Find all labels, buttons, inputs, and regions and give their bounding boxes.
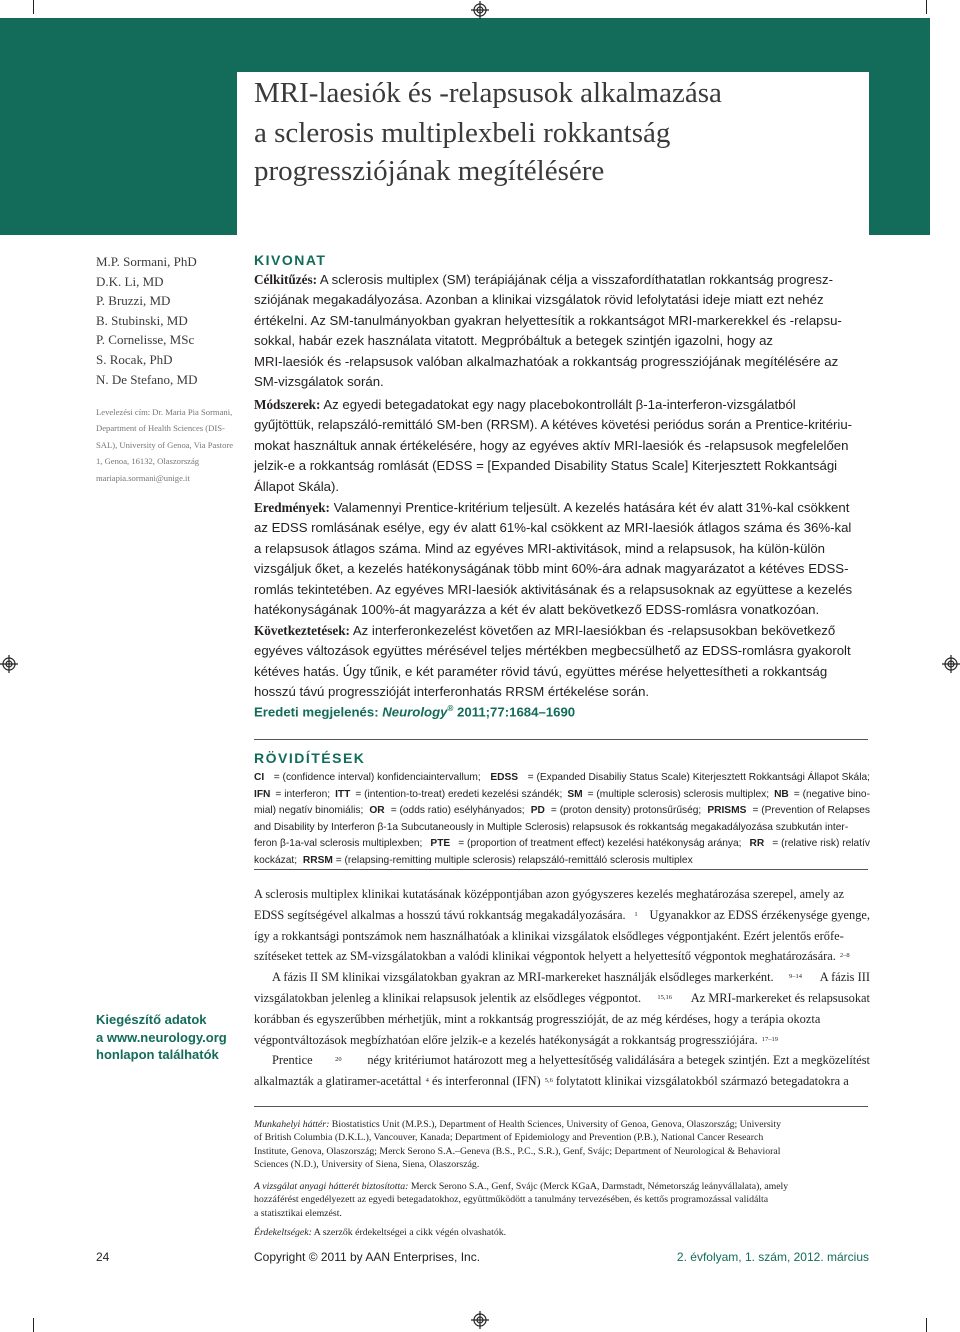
correspondence-email: mariapia.sormani@unige.it [96, 472, 190, 483]
supplement-line: Kiegészítő adatok [96, 1012, 207, 1027]
abbreviation-term: PD [530, 805, 545, 817]
text-line: MRI-laesiók és -relapsusok valóban alkalmazhatóak a rokkantság progressziójának megítélésére az [254, 353, 839, 369]
correspondence-line: SAL), University of Genoa, Via Pastore [96, 439, 234, 450]
text-segment: négy kritériumot határozott meg a helyettesítőség validálására a betegek szintjén. Ezt a megközelítést [364, 1053, 870, 1068]
text-segment: kockázat; [254, 854, 300, 866]
registration-mark-icon [471, 1, 489, 19]
article-title-line-1: MRI-laesiók és -relapsusok alkalmazása [254, 77, 722, 109]
crop-mark [926, 1318, 927, 1332]
text-line: hosszú távú progresszióját interferonhatás RRSM értékelése során. [254, 684, 650, 700]
text-segment: = (relative risk) relatív [769, 838, 870, 850]
divider [254, 1106, 868, 1107]
text-segment: EDSS segítségével alkalmas a hosszú távú rokkantság megakadályozására. [254, 907, 626, 922]
abbreviations-heading: RÖVIDÍTÉSEK [254, 750, 366, 766]
text-line: Valamennyi Prentice-kritérium teljesült. A kezelés hatására két év alatt 31%-kal csökkent [329, 500, 850, 515]
text-line [254, 884, 870, 905]
crop-mark [33, 1318, 34, 1332]
text-line [254, 988, 870, 1009]
text-line: jelzik-e a rokkantság romlását (EDSS = [Expanded Disability Status Scale] Kiterjesztett Rokkantsági [254, 458, 838, 474]
affiliations-footnote [254, 1118, 870, 1172]
citation-superscript: 1 [634, 910, 638, 918]
text-line: Biostatistics Unit (M.P.S.), Department of Health Sciences, University of Genoa, Genova, Olaszország; University [329, 1119, 782, 1130]
text-line: gyűjtöttük, relapszáló-remittáló SM-ben (RRSM). A kétéves követési periódus során a Prentice-kritériu- [254, 417, 853, 433]
objectives-label: Célkitűzés: [254, 272, 317, 287]
text-line: mokat használtuk annak értékelésére, hogy az egyéves aktív MRI-laesiók és -relapsusok megfelelően [254, 437, 849, 453]
author: S. Rocak, PhD [96, 351, 173, 367]
text-line: a statisztikai elemzést. [254, 1207, 342, 1219]
abbreviations-list [254, 770, 870, 870]
text-line: sziójának megakadályozása. Azonban a klinikai vizsgálatok rövid lefolytatási ideje miatt ezt nehéz [254, 292, 824, 308]
abstract-objectives [254, 270, 870, 392]
correspondence-line: 1, Genoa, 16132, Olaszország [96, 456, 200, 467]
text-line: romlás tekintetében. Az egyéves MRI-laesiók aktivitásának és a relapsusoknak az együttese a kezelés [254, 581, 853, 597]
body-text [254, 884, 870, 1092]
abstract-conclusions [254, 621, 870, 703]
text-line: hozzáférést engedélyezett az egyedi betegadatokhoz, együttműködött a tanulmány tervezésében, és kettős programozással validálta [254, 1194, 769, 1206]
text-segment: Az MRI-markereket és relapsusokat [688, 990, 870, 1005]
abbreviation-term: OR [369, 805, 385, 817]
text-segment: = (relapsing-remitting multiple sclerosis) relapszáló-remittáló sclerosis multiplex [332, 854, 693, 866]
text-segment: feron β-1a-val sclerosis multiplexben; [254, 838, 426, 850]
page-number: 24 [96, 1250, 110, 1264]
text-segment: = (confidence interval) konfidenciaintervallum; [270, 772, 484, 783]
citation-superscript: 17–19 [761, 1035, 778, 1043]
text-line [254, 836, 870, 853]
text-line: of British Columbia (D.K.L.), Vancouver, Kanada; Department of Epidemiology and Prevention (P.B.), National Cancer Research [254, 1132, 764, 1144]
text-segment: A fázis III [817, 970, 870, 985]
crop-mark [926, 0, 927, 14]
text-line: Institute, Genova, Olaszország; Merck Serono S.A.–Geneva (B.S., P.C., S.R.), Genf, Svájc; Department of Neurological & Behavioral [254, 1145, 781, 1157]
article-title-line-2: a sclerosis multiplexbeli rokkantság [254, 117, 671, 149]
text-line [254, 1050, 870, 1071]
abbreviation-term: RR [749, 838, 765, 850]
conclusions-label: Következtetések: [254, 623, 350, 638]
citation-ref: 2011;77:1684–1690 [453, 704, 576, 720]
text-line: Sciences (N.D.), University of Siena, Siena, Olaszország. [254, 1159, 480, 1171]
original-publication [254, 704, 575, 719]
text-segment: szítéseket tettek az SM-vizsgálatokban a valódi klinikai végpontok helyett a helyettesítő végpontok meghatározására. [254, 949, 836, 964]
author: N. De Stefano, MD [96, 371, 198, 387]
text-line [254, 803, 870, 820]
text-line [254, 853, 870, 870]
abbreviation-term: IFN [254, 788, 271, 800]
text-line [254, 1071, 870, 1092]
text-segment: = interferon; [272, 788, 333, 800]
text-line: sokkal, habár ezek használata vitatott. Megpróbáltuk a betegek szintjén igazolni, hogy az [254, 333, 774, 349]
author: D.K. Li, MD [96, 273, 164, 289]
text-line [254, 1009, 870, 1030]
registration-mark-icon [0, 655, 18, 673]
text-segment: Ugyanakkor az EDSS érzékenysége gyenge, [646, 907, 870, 922]
text-segment: = (intention-to-treat) eredeti kezelési szándék; [352, 788, 566, 800]
supplementary-note [96, 1011, 227, 1064]
text-segment: = (Prevention of Relapses [749, 805, 870, 817]
text-line [254, 926, 870, 947]
text-line: Merck Serono S.A., Genf, Svájc (Merck KGaA, Darmstadt, Németország leányvállalata), amely [408, 1181, 789, 1192]
divider [254, 739, 868, 740]
registration-mark-icon [942, 655, 960, 673]
original-label: Eredeti megjelenés: [254, 704, 383, 720]
text-line: Állapot Skála). [254, 478, 340, 494]
copyright: Copyright © 2011 by AAN Enterprises, Inc. [254, 1250, 481, 1264]
correspondence-address [96, 404, 238, 486]
divider [254, 869, 868, 870]
citation-superscript: 9–14 [789, 973, 802, 981]
text-line: kétéves hatás. Úgy tűnik, e két paraméter rövid távú, együttes mérése helyettesítheti a rokkantság [254, 663, 828, 679]
abbreviation-term: CI [254, 772, 265, 783]
text-segment: korábban és egyszerűbben mérhetjük, mint a rokkantság progresszióját, de az még kérdéses, hogy a terápia okozta [254, 1011, 821, 1026]
abbreviation-term: EDSS [490, 772, 519, 783]
footnote-label: Érdekeltségek: [254, 1227, 312, 1238]
abbreviation-term: PTE [430, 838, 451, 850]
abbreviation-term: PRISMS [707, 805, 747, 817]
text-segment: vizsgálatokban jelenleg a klinikai relapsusok jelentik az elsődleges végpontot. [254, 990, 642, 1005]
text-line: Az interferonkezelést követően az MRI-laesiókban és -relapsusokban bekövetkező [349, 623, 836, 638]
author: P. Cornelisse, MSc [96, 332, 195, 348]
text-line: az EDSS romlásának esélye, egy év alatt 61%-kal csökkent az MRI-laesiók átlagos száma és 36%-kal [254, 520, 852, 536]
text-segment: = (proportion of treatment effect) kezelési hatékonyság aránya; [455, 838, 745, 850]
author-list [96, 252, 197, 389]
citation-superscript: 20 [335, 1056, 342, 1064]
citation-superscript: 15,16 [657, 993, 673, 1001]
text-segment: végpontváltozások megbízhatóan előre jelzik-e a kezelés hatékonyságát a rokkantság progressziójára. [254, 1032, 758, 1047]
abbreviation-term: SM [567, 788, 583, 800]
text-segment: A fázis II SM klinikai vizsgálatokban gyakran az MRI-markereket használják elsődleges markerként. [272, 970, 774, 985]
text-line [254, 946, 870, 967]
text-line: A szerzők érdekeltségei a cikk végén olvashatók. [311, 1227, 507, 1238]
registered-mark: ® [447, 704, 454, 713]
correspondence-line: Department of Health Sciences (DIS- [96, 423, 225, 434]
text-segment: = (multiple sclerosis) sclerosis multiplex; [584, 788, 772, 800]
abstract-heading: KIVONAT [254, 252, 327, 268]
text-line: egyéves változások együttes mérésével teljes mértékben megbecsülhető az EDSS-romlásra gyakorolt [254, 643, 851, 659]
text-segment: = (Expanded Disabiliy Status Scale) Kiterjesztett Rokkantsági Állapot Skála; [524, 772, 870, 783]
supplement-line: a www.neurology.org [96, 1029, 227, 1045]
results-label: Eredmények: [254, 500, 330, 515]
correspondence-line: Levelezési cím: Dr. Maria Pia Sormani, [96, 407, 233, 417]
text-line [254, 1030, 870, 1051]
author: B. Stubinski, MD [96, 312, 188, 328]
text-line: Az egyedi betegadatokat egy nagy placebokontrollált β-1a-interferon-vizsgálatból [320, 397, 796, 412]
text-line [254, 905, 870, 926]
text-line: hatékonyságának 100%-át magyarázza a két év alatt bekövetkező EDSS-romlásra vonatkozóan. [254, 601, 820, 617]
citation-superscript: 4 [425, 1077, 429, 1085]
text-line: SM-vizsgálatok során. [254, 373, 384, 389]
abbreviation-term: ITT [335, 788, 351, 800]
abbreviation-term: RRSM [302, 854, 333, 866]
text-line [254, 967, 870, 988]
text-line: A sclerosis multiplex (SM) terápiájának célja a visszafordíthatatlan rokkantság progresz- [317, 272, 834, 287]
citation-superscript: 5,6 [544, 1077, 553, 1085]
text-segment: folytatott klinikai vizsgálatokból származó betegadatokra a [552, 1074, 849, 1089]
disclosure-footnote [254, 1226, 870, 1239]
text-line [254, 820, 870, 837]
journal-name: Neurology [382, 704, 448, 720]
text-line: a relapsusok átlagos száma. Mind az egyéves MRI-aktivitások, mind a relapsusok, ha külön-külön [254, 540, 825, 556]
crop-mark [33, 0, 34, 14]
text-line: értékelni. Az SM-tanulmányokban gyakran helyettesítik a rokkantságot MRI-markerekkel és -relapsu- [254, 312, 842, 328]
abstract-results [254, 498, 870, 620]
funding-footnote [254, 1180, 870, 1220]
footnote-label: Munkahelyi háttér: [254, 1119, 330, 1130]
text-segment: így a rokkantsági pontszámok nem használhatóak a klinikai vizsgálatok elsődleges végpontjaként. Ezért jelentős erőfe- [254, 928, 844, 943]
text-segment: Prentice [272, 1053, 313, 1068]
text-segment: és interferonnal (IFN) [428, 1074, 541, 1089]
footnote-label: A vizsgálat anyagi hátterét biztosította: [254, 1181, 409, 1192]
text-segment: and Disability by Interferon β-1a Subcutaneously in Multiple Sclerosis) relapsusok és rokkantság megakadályozása szubkután inter- [254, 821, 849, 833]
registration-mark-icon [471, 1311, 489, 1329]
text-segment: = (odds ratio) esélyhányados; [387, 805, 528, 817]
text-line: vizsgáljuk őket, a kezelés hatékonyságának több mint 60%-ára adnak magyarázatot a kétéves EDSS- [254, 561, 849, 577]
abstract-methods [254, 395, 870, 497]
author: P. Bruzzi, MD [96, 293, 171, 309]
supplement-line: honlapon találhatók [96, 1047, 219, 1062]
text-line [254, 770, 870, 787]
text-segment: A sclerosis multiplex klinikai kutatásának középpontjában azon gyógyszeres kezelés meghatározása szerepel, amely az [254, 887, 845, 901]
citation-superscript: 2–8 [839, 952, 850, 960]
text-segment: mial) negatív binomiális; [254, 805, 367, 817]
text-segment: = (negative bino- [790, 788, 870, 800]
abbreviation-term: NB [774, 788, 789, 800]
text-segment: alkalmazták a glatiramer-acetáttal [254, 1074, 422, 1089]
issue-info: 2. évfolyam, 1. szám, 2012. március [676, 1250, 869, 1264]
methods-label: Módszerek: [254, 397, 321, 412]
author: M.P. Sormani, PhD [96, 254, 197, 269]
article-title-line-3: progressziójának megítélésére [254, 155, 605, 187]
text-segment: = (proton density) protonsűrűség; [548, 805, 705, 817]
text-line [254, 787, 870, 804]
